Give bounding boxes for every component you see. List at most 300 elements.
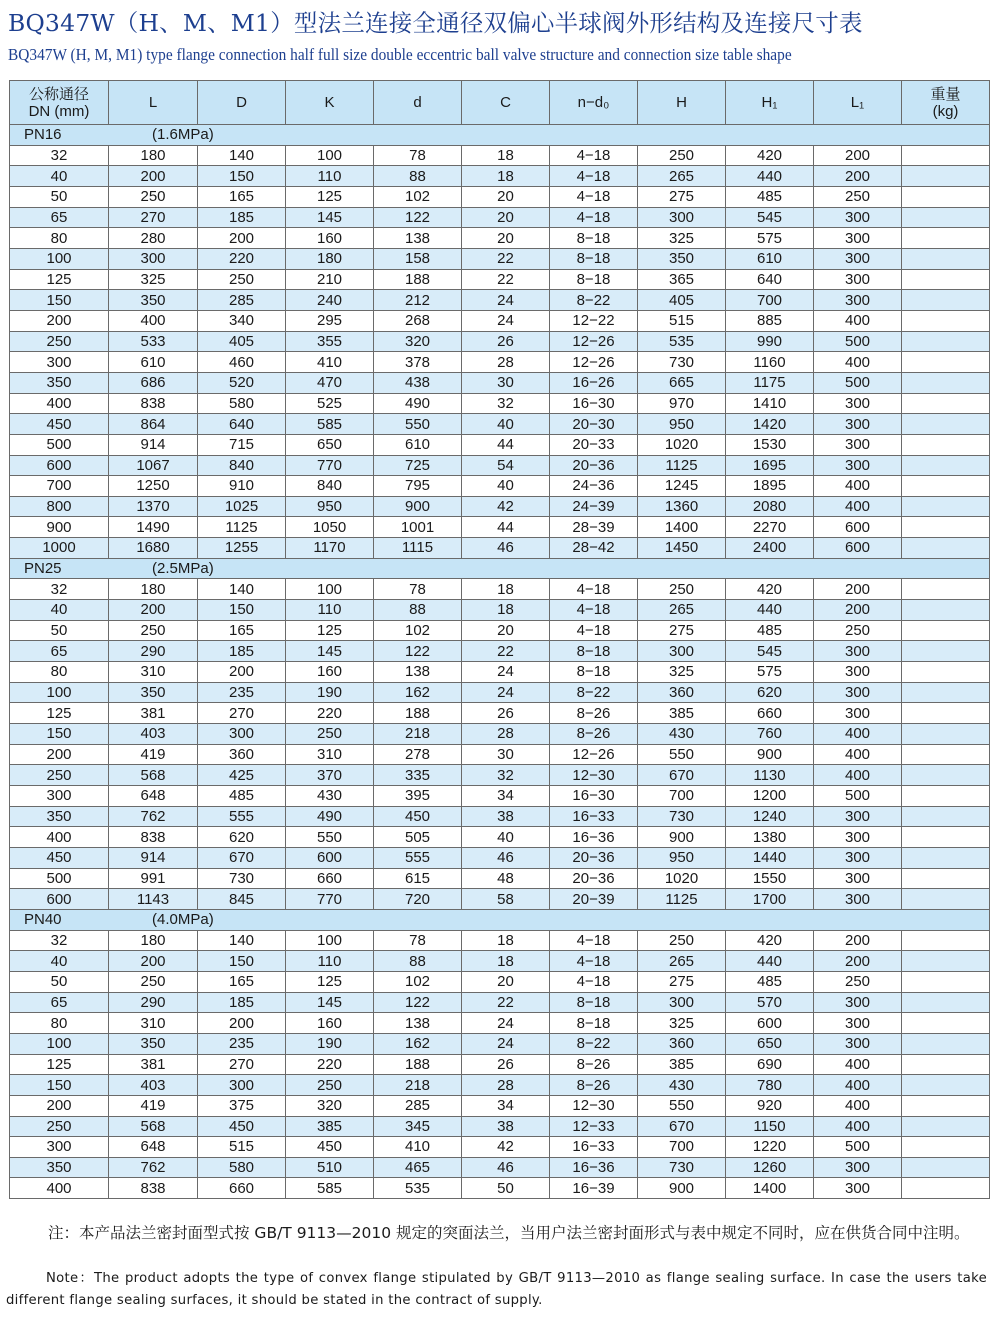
- table-cell: 180: [109, 145, 198, 166]
- table-cell: 600: [286, 847, 374, 868]
- table-cell: 420: [726, 145, 814, 166]
- table-cell: 24: [462, 1033, 550, 1054]
- table-cell: 650: [286, 434, 374, 455]
- table-cell: 24: [462, 310, 550, 331]
- table-cell: 1025: [198, 496, 286, 517]
- table-cell: 400: [814, 1095, 902, 1116]
- table-cell: 44: [462, 517, 550, 538]
- table-row: [10, 228, 990, 249]
- table-cell: 38: [462, 1116, 550, 1137]
- table-cell: 12−26: [550, 744, 638, 765]
- table-row: [10, 269, 990, 290]
- table-cell: 16−30: [550, 393, 638, 414]
- table-cell: 18: [462, 145, 550, 166]
- table-cell: 385: [638, 1054, 726, 1075]
- table-cell: 235: [198, 1033, 286, 1054]
- table-cell: 270: [198, 1054, 286, 1075]
- table-row: [10, 496, 990, 517]
- table-cell: 545: [726, 207, 814, 228]
- table-row: [10, 827, 990, 848]
- section-header-cell: [10, 125, 990, 146]
- table-cell: 20: [462, 207, 550, 228]
- table-cell: 300: [814, 703, 902, 724]
- table-cell: 32: [10, 579, 109, 600]
- table-cell: 250: [814, 620, 902, 641]
- table-cell: 200: [109, 600, 198, 621]
- table-cell: 40: [10, 166, 109, 187]
- table-cell: 16−26: [550, 372, 638, 393]
- table-row: [10, 538, 990, 559]
- table-cell: 88: [374, 600, 462, 621]
- table-cell: 38: [462, 806, 550, 827]
- table-cell: 500: [814, 786, 902, 807]
- section-header-cell: [10, 558, 990, 579]
- table-cell: 26: [462, 331, 550, 352]
- table-cell: 200: [814, 600, 902, 621]
- pressure-class-label: PN16: [24, 126, 62, 144]
- table-cell: [902, 744, 990, 765]
- table-cell: 900: [726, 744, 814, 765]
- table-cell: [902, 951, 990, 972]
- table-cell: [902, 1178, 990, 1199]
- table-cell: [902, 682, 990, 703]
- table-cell: 485: [726, 186, 814, 207]
- table-cell: 8−18: [550, 641, 638, 662]
- table-cell: 525: [286, 393, 374, 414]
- table-cell: [902, 145, 990, 166]
- table-cell: 490: [374, 393, 462, 414]
- table-row: [10, 1075, 990, 1096]
- table-cell: 12−30: [550, 765, 638, 786]
- table-cell: 300: [10, 1137, 109, 1158]
- table-cell: 515: [638, 310, 726, 331]
- table-cell: 160: [286, 1013, 374, 1034]
- table-cell: [902, 1137, 990, 1158]
- header-h: H: [638, 81, 726, 125]
- table-cell: 620: [198, 827, 286, 848]
- table-cell: 300: [198, 724, 286, 745]
- header-d-inner: d: [374, 81, 462, 125]
- table-cell: [902, 1013, 990, 1034]
- table-cell: 24: [462, 1013, 550, 1034]
- table-row: [10, 889, 990, 910]
- table-row: [10, 352, 990, 373]
- table-row: [10, 1095, 990, 1116]
- table-cell: 762: [109, 806, 198, 827]
- table-cell: 250: [10, 765, 109, 786]
- table-cell: 403: [109, 724, 198, 745]
- table-cell: 762: [109, 1157, 198, 1178]
- table-cell: 700: [638, 1137, 726, 1158]
- table-cell: 300: [638, 992, 726, 1013]
- table-cell: 575: [726, 228, 814, 249]
- table-cell: 1700: [726, 889, 814, 910]
- table-cell: 490: [286, 806, 374, 827]
- table-cell: 138: [374, 228, 462, 249]
- table-row: [10, 600, 990, 621]
- table-cell: 1125: [198, 517, 286, 538]
- table-cell: [902, 207, 990, 228]
- table-cell: 500: [814, 372, 902, 393]
- table-cell: 200: [198, 662, 286, 683]
- table-cell: 350: [10, 372, 109, 393]
- table-cell: 550: [638, 744, 726, 765]
- table-cell: 300: [814, 806, 902, 827]
- table-cell: 1530: [726, 434, 814, 455]
- table-cell: 505: [374, 827, 462, 848]
- dimension-table: [9, 80, 990, 1199]
- table-cell: 16−36: [550, 827, 638, 848]
- header-dn-en: DN (mm): [28, 102, 90, 120]
- table-row: [10, 641, 990, 662]
- table-cell: 265: [638, 166, 726, 187]
- table-row: [10, 517, 990, 538]
- table-cell: 300: [10, 352, 109, 373]
- table-cell: 300: [814, 207, 902, 228]
- table-cell: 34: [462, 1095, 550, 1116]
- table-cell: 400: [814, 765, 902, 786]
- table-cell: 2400: [726, 538, 814, 559]
- table-cell: 54: [462, 455, 550, 476]
- header-k: K: [286, 81, 374, 125]
- table-cell: 42: [462, 496, 550, 517]
- table-cell: [902, 517, 990, 538]
- table-cell: 600: [10, 889, 109, 910]
- table-cell: [902, 724, 990, 745]
- table-cell: 185: [198, 641, 286, 662]
- table-row: [10, 930, 990, 951]
- table-cell: 660: [286, 868, 374, 889]
- table-cell: 300: [814, 455, 902, 476]
- table-cell: 122: [374, 207, 462, 228]
- table-cell: 360: [638, 682, 726, 703]
- header-l: L: [109, 81, 198, 125]
- table-cell: [902, 827, 990, 848]
- table-row: [10, 1013, 990, 1034]
- table-cell: 300: [198, 1075, 286, 1096]
- table-cell: 500: [814, 331, 902, 352]
- table-cell: 250: [814, 186, 902, 207]
- table-cell: 1020: [638, 434, 726, 455]
- table-cell: 12−26: [550, 352, 638, 373]
- table-cell: 300: [814, 847, 902, 868]
- table-row: [10, 806, 990, 827]
- table-cell: 250: [10, 331, 109, 352]
- table-cell: 100: [10, 1033, 109, 1054]
- table-cell: 250: [109, 620, 198, 641]
- table-cell: 125: [10, 703, 109, 724]
- table-cell: 58: [462, 889, 550, 910]
- table-cell: 378: [374, 352, 462, 373]
- table-cell: 8−18: [550, 662, 638, 683]
- table-cell: 32: [10, 930, 109, 951]
- table-cell: 22: [462, 248, 550, 269]
- table-cell: 485: [726, 971, 814, 992]
- table-cell: 188: [374, 1054, 462, 1075]
- table-cell: 400: [814, 1116, 902, 1137]
- table-cell: 2270: [726, 517, 814, 538]
- table-cell: [902, 641, 990, 662]
- table-row: [10, 1157, 990, 1178]
- table-cell: 32: [462, 393, 550, 414]
- table-cell: 405: [638, 290, 726, 311]
- table-cell: [902, 806, 990, 827]
- table-cell: 620: [726, 682, 814, 703]
- table-row: [10, 145, 990, 166]
- table-cell: 950: [638, 414, 726, 435]
- table-cell: 325: [109, 269, 198, 290]
- page-title: BQ347W（H、M、M1）型法兰连接全通径双偏心半球阀外形结构及连接尺寸表: [8, 9, 863, 37]
- table-cell: 300: [814, 662, 902, 683]
- table-cell: 125: [10, 269, 109, 290]
- table-cell: 110: [286, 166, 374, 187]
- table-cell: 991: [109, 868, 198, 889]
- table-cell: 18: [462, 930, 550, 951]
- table-cell: [902, 992, 990, 1013]
- table-cell: [902, 1157, 990, 1178]
- table-cell: [902, 847, 990, 868]
- table-cell: 265: [638, 951, 726, 972]
- table-cell: 220: [198, 248, 286, 269]
- table-cell: 1200: [726, 786, 814, 807]
- table-cell: 465: [374, 1157, 462, 1178]
- table-cell: 200: [109, 951, 198, 972]
- table-cell: 400: [814, 1054, 902, 1075]
- table-row: [10, 703, 990, 724]
- table-cell: 360: [198, 744, 286, 765]
- table-cell: 670: [198, 847, 286, 868]
- table-cell: 419: [109, 1095, 198, 1116]
- table-cell: [902, 228, 990, 249]
- table-cell: 1125: [638, 455, 726, 476]
- table-cell: 180: [109, 930, 198, 951]
- table-cell: 533: [109, 331, 198, 352]
- table-cell: 80: [10, 1013, 109, 1034]
- table-cell: 325: [638, 1013, 726, 1034]
- table-cell: 715: [198, 434, 286, 455]
- table-cell: 48: [462, 868, 550, 889]
- table-cell: 335: [374, 765, 462, 786]
- table-cell: 22: [462, 641, 550, 662]
- table-cell: [902, 620, 990, 641]
- table-cell: 800: [10, 496, 109, 517]
- table-cell: 568: [109, 1116, 198, 1137]
- table-cell: [902, 434, 990, 455]
- table-cell: 760: [726, 724, 814, 745]
- table-cell: 270: [109, 207, 198, 228]
- table-cell: 22: [462, 269, 550, 290]
- table-cell: 140: [198, 579, 286, 600]
- table-cell: 400: [814, 744, 902, 765]
- table-cell: 180: [109, 579, 198, 600]
- table-cell: 18: [462, 579, 550, 600]
- header-l1: L₁: [814, 81, 902, 125]
- table-cell: 4−18: [550, 145, 638, 166]
- table-cell: 8−18: [550, 992, 638, 1013]
- table-cell: 555: [198, 806, 286, 827]
- table-cell: 381: [109, 1054, 198, 1075]
- table-cell: 600: [10, 455, 109, 476]
- table-row: [10, 992, 990, 1013]
- table-cell: 310: [109, 1013, 198, 1034]
- table-cell: 1450: [638, 538, 726, 559]
- table-cell: 325: [638, 228, 726, 249]
- table-cell: 410: [374, 1137, 462, 1158]
- table-cell: 795: [374, 476, 462, 497]
- table-cell: 1125: [638, 889, 726, 910]
- table-cell: 210: [286, 269, 374, 290]
- table-row: [10, 310, 990, 331]
- table-cell: 278: [374, 744, 462, 765]
- table-cell: [902, 971, 990, 992]
- table-cell: 18: [462, 951, 550, 972]
- table-cell: 140: [198, 930, 286, 951]
- table-cell: 700: [726, 290, 814, 311]
- table-cell: 270: [198, 703, 286, 724]
- table-cell: 300: [814, 1157, 902, 1178]
- header-weight: [902, 81, 990, 125]
- table-cell: 1130: [726, 765, 814, 786]
- table-cell: 460: [198, 352, 286, 373]
- table-cell: 26: [462, 703, 550, 724]
- table-cell: [902, 1033, 990, 1054]
- table-cell: 20: [462, 971, 550, 992]
- table-cell: 300: [638, 641, 726, 662]
- table-cell: [902, 1075, 990, 1096]
- table-cell: 240: [286, 290, 374, 311]
- table-cell: 200: [109, 166, 198, 187]
- table-cell: [902, 538, 990, 559]
- table-cell: 88: [374, 166, 462, 187]
- table-cell: 125: [10, 1054, 109, 1075]
- table-cell: 165: [198, 620, 286, 641]
- table-cell: 125: [286, 186, 374, 207]
- table-cell: 4−18: [550, 207, 638, 228]
- header-c: C: [462, 81, 550, 125]
- table-cell: 300: [814, 290, 902, 311]
- table-cell: 430: [638, 1075, 726, 1096]
- header-n-d0: n−d₀: [550, 81, 638, 125]
- table-cell: 370: [286, 765, 374, 786]
- table-cell: 12−22: [550, 310, 638, 331]
- table-cell: 610: [726, 248, 814, 269]
- table-cell: 40: [10, 600, 109, 621]
- table-cell: 250: [198, 269, 286, 290]
- table-cell: 990: [726, 331, 814, 352]
- table-cell: 485: [198, 786, 286, 807]
- table-cell: 395: [374, 786, 462, 807]
- table-cell: 218: [374, 1075, 462, 1096]
- table-row: [10, 662, 990, 683]
- table-cell: 250: [638, 579, 726, 600]
- table-cell: 385: [286, 1116, 374, 1137]
- table-cell: 150: [198, 166, 286, 187]
- table-cell: 138: [374, 1013, 462, 1034]
- table-cell: [902, 1054, 990, 1075]
- table-cell: 100: [286, 579, 374, 600]
- table-cell: 555: [374, 847, 462, 868]
- table-cell: 730: [638, 806, 726, 827]
- table-cell: 16−30: [550, 786, 638, 807]
- pressure-mpa-label: (1.6MPa): [152, 126, 214, 144]
- table-cell: 250: [109, 971, 198, 992]
- table-cell: 585: [286, 414, 374, 435]
- table-cell: 268: [374, 310, 462, 331]
- table-row: [10, 951, 990, 972]
- table-cell: 430: [286, 786, 374, 807]
- pressure-mpa-label: (2.5MPa): [152, 560, 214, 578]
- table-cell: 188: [374, 703, 462, 724]
- table-cell: 250: [286, 1075, 374, 1096]
- table-cell: 30: [462, 372, 550, 393]
- table-cell: 212: [374, 290, 462, 311]
- table-cell: 550: [286, 827, 374, 848]
- table-cell: 78: [374, 930, 462, 951]
- table-row: [10, 331, 990, 352]
- table-cell: 150: [10, 290, 109, 311]
- table-cell: 16−39: [550, 1178, 638, 1199]
- table-cell: 290: [109, 641, 198, 662]
- table-cell: 400: [10, 393, 109, 414]
- table-cell: 275: [638, 620, 726, 641]
- table-cell: 360: [638, 1033, 726, 1054]
- table-cell: 440: [726, 951, 814, 972]
- table-cell: 648: [109, 1137, 198, 1158]
- table-cell: [902, 1095, 990, 1116]
- table-cell: 162: [374, 682, 462, 703]
- table-row: [10, 393, 990, 414]
- table-cell: 8−22: [550, 1033, 638, 1054]
- table-cell: 200: [10, 1095, 109, 1116]
- table-cell: [902, 662, 990, 683]
- table-cell: 950: [638, 847, 726, 868]
- table-cell: 4−18: [550, 579, 638, 600]
- table-cell: 500: [10, 434, 109, 455]
- table-cell: 610: [374, 434, 462, 455]
- table-cell: 770: [286, 455, 374, 476]
- pressure-class-label: PN40: [24, 911, 62, 929]
- table-cell: 78: [374, 579, 462, 600]
- table-cell: 900: [374, 496, 462, 517]
- table-cell: [902, 166, 990, 187]
- table-cell: [902, 868, 990, 889]
- table-cell: 575: [726, 662, 814, 683]
- table-cell: 65: [10, 207, 109, 228]
- table-cell: 1490: [109, 517, 198, 538]
- table-cell: 1440: [726, 847, 814, 868]
- table-cell: 145: [286, 207, 374, 228]
- table-cell: 12−30: [550, 1095, 638, 1116]
- table-cell: 145: [286, 992, 374, 1013]
- table-cell: 1245: [638, 476, 726, 497]
- table-cell: [902, 414, 990, 435]
- table-cell: 235: [198, 682, 286, 703]
- table-cell: 220: [286, 703, 374, 724]
- table-cell: 110: [286, 951, 374, 972]
- table-cell: 640: [726, 269, 814, 290]
- table-cell: 110: [286, 600, 374, 621]
- table-cell: 4−18: [550, 620, 638, 641]
- table-cell: [902, 476, 990, 497]
- table-cell: [902, 455, 990, 476]
- section-header-row: [10, 909, 990, 930]
- table-cell: 165: [198, 971, 286, 992]
- table-cell: 8−18: [550, 1013, 638, 1034]
- table-cell: 8−26: [550, 1054, 638, 1075]
- table-cell: 430: [638, 724, 726, 745]
- table-cell: 100: [286, 930, 374, 951]
- table-cell: 200: [198, 1013, 286, 1034]
